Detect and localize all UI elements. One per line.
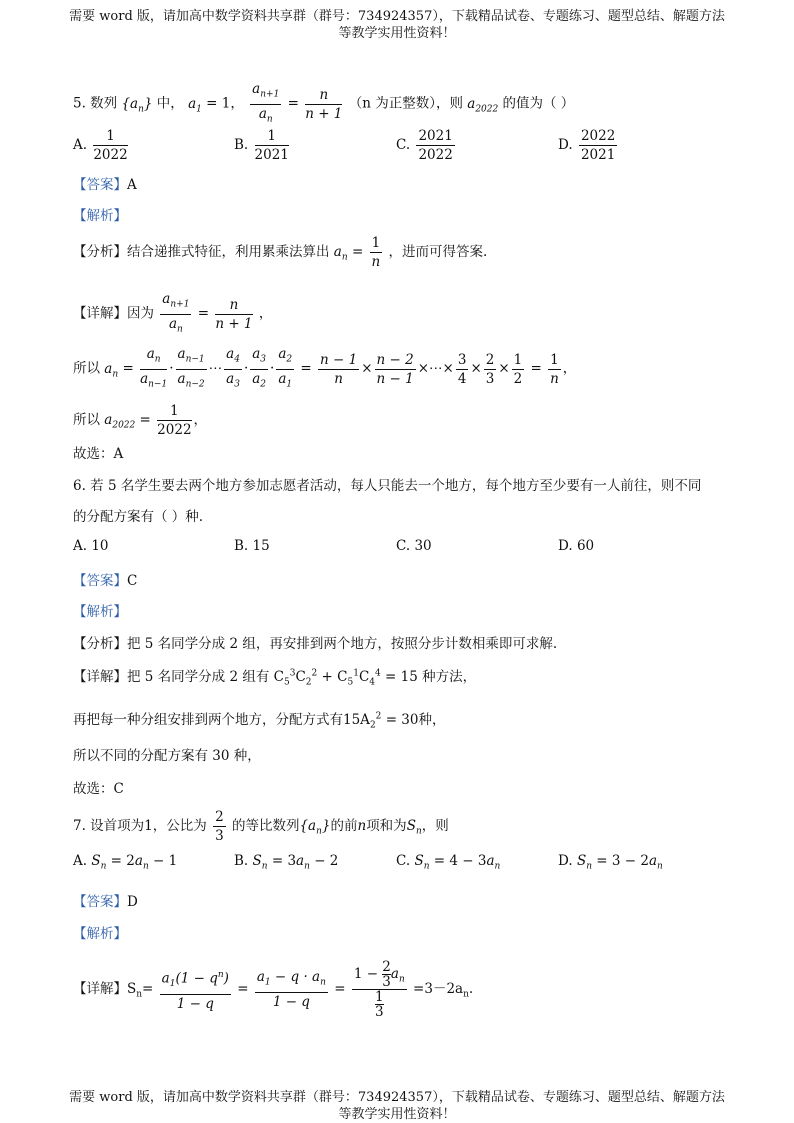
q5-answer: 【答案】A (73, 177, 137, 193)
q6-stem-2: 的分配方案有（ ）种. (73, 509, 204, 525)
q7-option-c[interactable]: C. $S_n = 4 - 3a_n$ (396, 853, 501, 872)
q5-recurrence-lhs: $\frac{a_{n+1}}{a_n}$ (252, 81, 280, 125)
q5-choose: 故选：A (73, 446, 124, 462)
q5-result: 所以 $a_{2022}$ = $\frac{1}{2022}$ ， (73, 403, 208, 438)
q6-stem-1: 6. 若 5 名学生要去两个地方参加志愿者活动，每人只能去一个地方，每个地方至少要有一人前往，则不同 (73, 478, 702, 494)
q6-option-a[interactable]: A. 10 (73, 538, 109, 554)
page-footer (0, 1089, 794, 1123)
q6-option-c[interactable]: C. 30 (396, 538, 432, 554)
q6-option-b[interactable]: B. 15 (234, 538, 270, 554)
q7-option-a[interactable]: A. $S_n = 2a_n - 1$ (73, 853, 178, 872)
q7-option-d[interactable]: D. $S_n = 3 - 2a_n$ (558, 853, 663, 872)
footer-line-1: 需要 word 版，请加高中数学资料共享群（群号：734924357），下载精品试卷、专题练习、题型总结、解题方法 (69, 1090, 725, 1105)
q7-option-b[interactable]: B. $S_n = 3a_n - 2$ (234, 853, 339, 872)
q5-product-chain: 所以 $a_n$ = $\frac{a_n}{a_{n-1}}$ · $\frac{a_{n-1}}{a_{n-2}}$ ⋯ $\frac{a_4}{a_3}$ · $\frac{a_3}{a_2}$ · $\frac{a_2}{a_1}$ = $\frac{n - 1}{n}$ × $\frac{n - 2}{n - 1}$ ×⋯× $\frac{3}{4}$ × $\frac{2}{3}$ × $\frac{1}{2}$ = $\frac{1}{n}$ ， (73, 346, 577, 390)
q6-choose: 故选：C (73, 781, 124, 797)
q5-option-a[interactable]: A. $\frac{1}{2022}$ (73, 128, 128, 163)
q7-analysis-tag: 【解析】 (73, 926, 127, 942)
q6-detail: 【详解】把 5 名同学分成 2 组有 $C_5^3C_2^2 + C_5^1C_4^4 = 15$ 种方法， (73, 668, 477, 688)
q6-option-d[interactable]: D. 60 (558, 538, 595, 554)
q6-detail-2: 再把每一种分组安排到两个地方，分配方式有$15A_2^2 = 30$种， (73, 711, 446, 731)
page-header (0, 8, 794, 42)
q7-answer: 【答案】D (73, 894, 138, 910)
q6-detail-3: 所以不同的分配方案有 30 种， (73, 748, 261, 764)
q5-analysis-tag: 【解析】 (73, 208, 127, 224)
q5-option-b[interactable]: B. $\frac{1}{2021}$ (234, 128, 289, 163)
q6-answer: 【答案】C (73, 573, 138, 589)
header-line-2: 等教学实用性资料！ (338, 26, 456, 41)
q6-analysis-tag: 【解析】 (73, 604, 127, 620)
q5-detail: 【详解】因为 $\frac{a_{n+1}}{a_n}$ = $\frac{n}{n + 1}$ ， (73, 291, 273, 335)
q6-fenxi: 【分析】把 5 名同学分成 2 组，再安排到两个地方，按照分步计数相乘即可求解. (73, 636, 558, 652)
header-line-1: 需要 word 版，请加高中数学资料共享群（群号：734924357），下载精品试卷、专题练习、题型总结、解题方法 (69, 9, 725, 24)
q7-stem: 7. 设首项为1，公比为 $\frac{2}{3}$ 的等比数列$\{a_n\}$的前n项和为$S_n$，则 (73, 809, 449, 844)
q5-recurrence-rhs: $\frac{n}{n + 1}$ (305, 86, 343, 122)
footer-line-2: 等教学实用性资料！ (338, 1107, 456, 1122)
q7-detail: 【详解】$S_n=$ $\frac{a_1(1 - q^n)}{1 - q}$ = $\frac{a_1 - q \cdot a_n}{1 - q}$ = 1 − $\frac{2}{3}$ $a_n$ $\frac{1}{3}$ $=3-2a_n$. (73, 959, 474, 1020)
q5-option-d[interactable]: D. $\frac{2022}{2021}$ (558, 128, 616, 163)
q5-option-c[interactable]: C. $\frac{2021}{2022}$ (396, 128, 453, 163)
q5-stem: 5. 数列 $\{a_n\}$ 中， $a_1 = 1$， $\frac{a_{n+1}}{a_n}$ = $\frac{n}{n + 1}$ （n 为正整数），则 $a_{2022}$ 的值为（ ） (73, 80, 574, 128)
q5-fenxi: 【分析】结合递推式特征，利用累乘法算出 $a_n$ = $\frac{1}{n}$ ，进而可得答案. (73, 235, 488, 270)
